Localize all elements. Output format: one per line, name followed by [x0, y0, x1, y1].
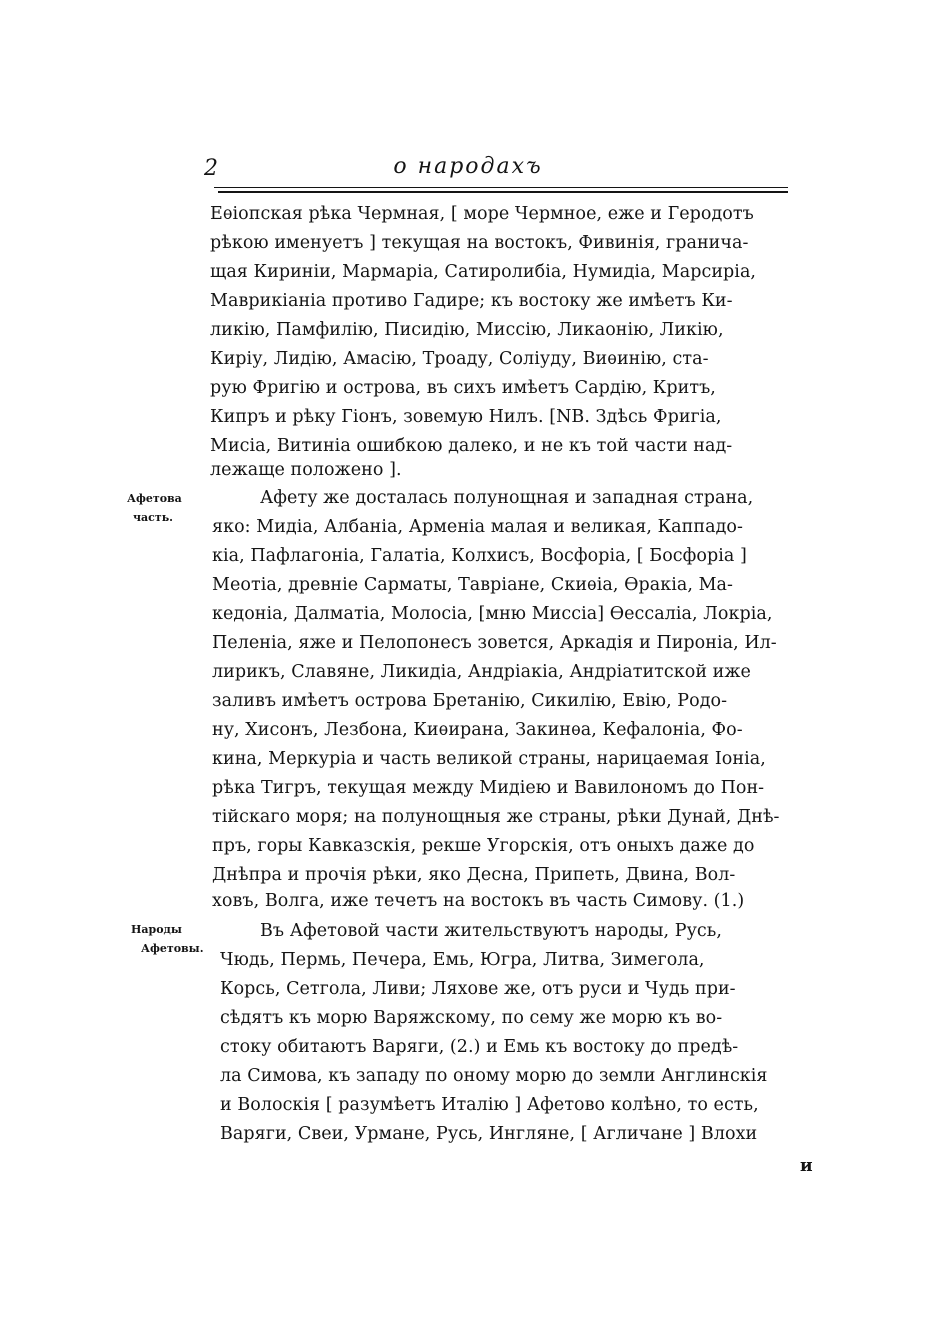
- text-line: Въ Афетовой части жительствуютъ народы, Русь,: [260, 921, 722, 941]
- text-line: ховъ, Волга, иже течетъ на востокъ въ часть Симову. (1.): [212, 891, 745, 911]
- page-number: 2: [204, 156, 218, 181]
- text-line: лирикъ, Славяне, Ликидiа, Андрiакiа, Андрiатитской иже: [212, 662, 751, 682]
- margin-note-line: часть.: [133, 511, 173, 524]
- text-line: стоку обитаютъ Варяги, (2.) и Емь къ востоку до предѣ-: [220, 1037, 739, 1057]
- text-line: заливъ имѣетъ острова Бретанiю, Сикилiю, Евiю, Родо-: [212, 691, 728, 711]
- text-line: тiйскаго моря; на полунощныя же страны, рѣки Дунай, Днѣ-: [212, 807, 780, 827]
- catchword: и: [800, 1156, 813, 1176]
- text-line: ла Симова, къ западу по оному морю до земли Англинскiя: [220, 1066, 768, 1086]
- margin-note-line: Афетова: [127, 492, 182, 505]
- text-line: Корсь, Сетгола, Ливи; Ляхове же, отъ руси и Чудь при-: [220, 979, 736, 999]
- text-line: кина, Меркурiа и часть великой страны, нарицаемая Iонiа,: [212, 749, 766, 769]
- text-line: яко: Мидiа, Албанiа, Арменiа малая и великая, Каппадо-: [212, 517, 743, 537]
- margin-note-line: Народы: [131, 923, 182, 936]
- text-line: кедонiа, Далматiа, Молосiа, [мню Миссiа] Ѳессалiа, Локрiа,: [212, 604, 773, 624]
- text-line: Мисiа, Витинiа ошибкою далеко, и не къ той части над-: [210, 436, 733, 456]
- text-line: Днѣпра и прочiя рѣки, яко Десна, Припеть, Двина, Вол-: [212, 865, 736, 885]
- text-line: Меотiа, древнiе Сарматы, Тавріане, Скиѳiа, Ѳракiа, Ма-: [212, 575, 734, 595]
- text-line: Кирiу, Лидiю, Амасiю, Троаду, Солiуду, Виѳинiю, ста-: [210, 349, 709, 369]
- text-line: Еѳіопская рѣка Чермная, [ море Чермное, еже и Геродотъ: [210, 204, 754, 224]
- text-line: Кипръ и рѣку Гiонъ, зовемую Нилъ. [NB. Здѣсь Фригiа,: [210, 407, 722, 427]
- text-line: сѣдятъ къ морю Варяжскому, по сему же морю къ во-: [220, 1008, 723, 1028]
- text-line: Маврикiанiа противо Гадире; къ востоку же имѣетъ Ки-: [210, 291, 733, 311]
- header-rule-thin: [214, 187, 788, 188]
- running-head: о народахъ: [393, 154, 543, 179]
- text-line: ну, Хисонъ, Лезбона, Киѳирана, Закинѳа, Кефалонiа, Фо-: [212, 720, 743, 740]
- margin-note-line: Афетовы.: [141, 942, 204, 955]
- text-line: Пеленiа, яже и Пелопонесъ зовется, Аркадiя и Пиронiа, Ил-: [212, 633, 777, 653]
- text-line: кiа, Пафлагонiа, Галатiа, Колхисъ, Восфорiа, [ Босфорiа ]: [212, 546, 747, 566]
- text-line: Варяги, Свеи, Урмане, Русь, Ингляне, [ Агличане ] Влохи: [220, 1124, 758, 1144]
- text-line: Чюдь, Пермь, Печера, Емь, Югра, Литва, Зимегола,: [220, 950, 705, 970]
- text-line: и Волоскiя [ разумѣетъ Италiю ] Афетово колѣно, то есть,: [220, 1095, 759, 1115]
- text-line: пръ, горы Кавказскiя, рекше Угорскiя, отъ оныхъ даже до: [212, 836, 755, 856]
- header-rule-thick: [218, 191, 788, 193]
- text-line: Афету же досталась полунощная и западная страна,: [260, 488, 754, 508]
- text-line: ликiю, Памфилiю, Писидiю, Миссiю, Ликаонiю, Ликiю,: [210, 320, 724, 340]
- text-line: рѣкою именуетъ ] текущая на востокъ, Фивинія, гранича-: [210, 233, 749, 253]
- text-line: лежаще положено ].: [210, 460, 402, 480]
- text-line: щая Киринiи, Мармарiа, Сатиролибiа, Нумидiа, Марсирiа,: [210, 262, 757, 282]
- text-line: рую Фригiю и острова, въ сихъ имѣетъ Сардiю, Критъ,: [210, 378, 716, 398]
- text-line: рѣка Тигръ, текущая между Мидiею и Вавилономъ до Пон-: [212, 778, 765, 798]
